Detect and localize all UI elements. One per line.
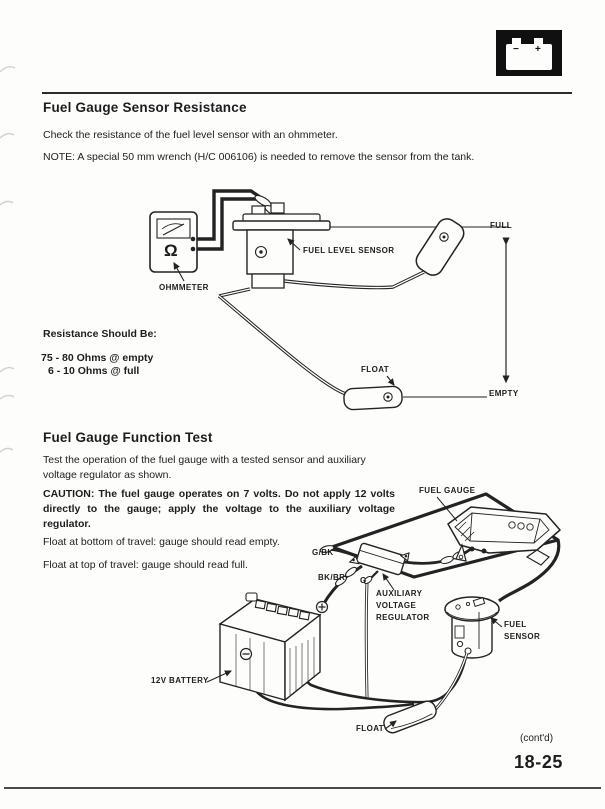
regulator-label-line1: AUXILIARY bbox=[376, 589, 423, 598]
fuel-sensor-label-line2: SENSOR bbox=[504, 632, 541, 641]
fuel-gauge-label: FUEL GAUGE bbox=[419, 486, 476, 495]
section1-note: NOTE: A special 50 mm wrench (H/C 006106) is needed to remove the sensor from the tank. bbox=[43, 151, 475, 163]
fuel-sensor-drawing bbox=[445, 597, 499, 658]
section1-title: Fuel Gauge Sensor Resistance bbox=[43, 100, 247, 115]
top-rule bbox=[42, 92, 572, 94]
section2-caution: CAUTION: The fuel gauge operates on 7 volts. Do not apply 12 volts directly to the gauge; apply the voltage to the auxiliary voltage regulator. bbox=[43, 488, 395, 530]
bottom-rule bbox=[4, 787, 601, 789]
float-label: FLOAT bbox=[361, 365, 390, 374]
float-top-note: Float at top of travel: gauge should read full. bbox=[43, 559, 248, 571]
ohmmeter-label: OHMMETER bbox=[159, 283, 209, 292]
battery-section-icon bbox=[496, 30, 562, 76]
scan-marks bbox=[0, 67, 15, 452]
fuel-sensor-label bbox=[504, 619, 540, 643]
float-empty-drawing bbox=[343, 386, 487, 410]
section2-intro: Test the operation of the fuel gauge with a tested sensor and auxiliary voltage regulator as shown. bbox=[43, 454, 366, 481]
full-label: FULL bbox=[490, 221, 513, 230]
minus-sign: − bbox=[513, 44, 519, 55]
float2-label: FLOAT bbox=[356, 724, 385, 733]
continued-marker: (cont'd) bbox=[520, 733, 554, 744]
plus-sign: + bbox=[535, 44, 541, 55]
fuel-gauge-drawing bbox=[448, 507, 560, 565]
fuel-level-sensor-label: FUEL LEVEL SENSOR bbox=[303, 246, 395, 255]
battery-icon bbox=[506, 44, 552, 70]
regulator-label bbox=[376, 588, 430, 624]
wire-bkbr-label: BK/BR bbox=[318, 573, 346, 582]
section1-intro: Check the resistance of the fuel level sensor with an ohmmeter. bbox=[43, 129, 338, 141]
float-bottom-note: Float at bottom of travel: gauge should read empty. bbox=[43, 536, 280, 548]
resistance-heading: Resistance Should Be: bbox=[43, 328, 157, 340]
resistance-empty-value: 75 - 80 Ohms @ empty bbox=[41, 352, 154, 364]
section2-title: Fuel Gauge Function Test bbox=[43, 430, 213, 445]
ohm-symbol: Ω bbox=[164, 241, 178, 260]
resistance-full-value: 6 - 10 Ohms @ full bbox=[48, 365, 140, 377]
fuel-sensor-label-line1: FUEL bbox=[504, 620, 527, 629]
regulator-label-line3: REGULATOR bbox=[376, 613, 430, 622]
wire-gbk-label: G/BK bbox=[312, 548, 334, 557]
float-full-drawing bbox=[412, 215, 467, 279]
page-number: 18-25 bbox=[514, 752, 564, 772]
regulator-label-line2: VOLTAGE bbox=[376, 601, 417, 610]
wire-g-label: G bbox=[360, 576, 367, 585]
empty-label: EMPTY bbox=[489, 389, 519, 398]
sensor-resistance-diagram bbox=[150, 191, 509, 410]
battery-label: 12V BATTERY bbox=[151, 676, 209, 685]
